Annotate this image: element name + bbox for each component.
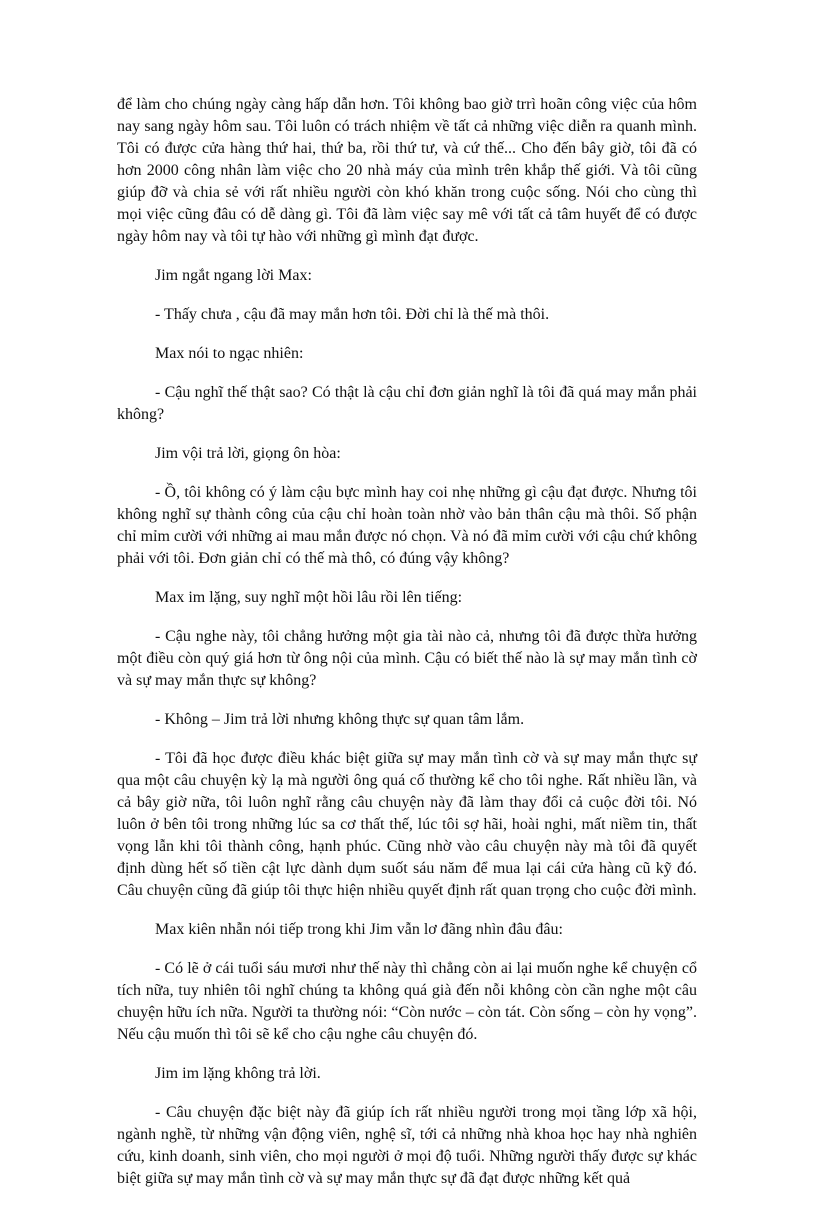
dialogue-line: - Ồ, tôi không có ý làm cậu bực mình hay coi nhẹ những gì cậu đạt được. Nhưng tôi không nghĩ sự thành công của cậu chỉ hoàn toàn nhờ vào bản thân cậu mà thôi. Số phận chỉ mỉm cười với những ai mau mắn được nó chọn. Và nó đã mỉm cười với cậu chứ không phải với tôi. Đơn giản chỉ có thế mà thô, có đúng vậy không? <box>117 484 697 567</box>
dialogue-line: - Câu chuyện đặc biệt này đã giúp ích rất nhiều người trong mọi tầng lớp xã hội, ngành nghề, từ những vận động viên, nghệ sĩ, tới cả những nhà khoa học hay nhà nghiên cứu, kinh doanh, sinh viên, cho mọi người ở mọi độ tuổi. Những người thấy được sự khác biệt giữa sự may mắn tình cờ và sự may mắn thực sự đã đạt được những kết quả <box>117 1104 697 1187</box>
dialogue-line: - Tôi đã học được điều khác biệt giữa sự may mắn tình cờ và sự may mắn thực sự qua một câu chuyện kỳ lạ mà người ông quá cố thường kể cho tôi nghe. Rất nhiều lần, và cả bây giờ nữa, tôi luôn nghĩ rằng câu chuyện này đã làm thay đổi cả cuộc đời tôi. Nó luôn ở bên tôi trong những lúc sa cơ thất thế, lúc tôi sợ hãi, hoài nghi, mất niềm tin, thất vọng lẫn khi tôi thành công, hạnh phúc. Cũng nhờ vào câu chuyện này mà tôi đã quyết định dùng hết số tiền cật lực dành dụm suốt sáu năm để mua lại cái cửa hàng cũ kỹ đó. Câu chuyện cũng đã giúp tôi thực hiện nhiều quyết định rất quan trọng cho cuộc đời mình. <box>117 750 697 899</box>
dialogue-line: - Cậu nghĩ thế thật sao? Có thật là cậu chỉ đơn giản nghĩ là tôi đã quá may mắn phải không? <box>117 384 697 423</box>
paragraph: Jim ngắt ngang lời Max: <box>155 267 312 284</box>
page-body <box>117 94 697 1207</box>
dialogue-line: - Thấy chưa , cậu đã may mắn hơn tôi. Đời chỉ là thế mà thôi. <box>155 306 550 323</box>
paragraph: Jim vội trả lời, giọng ôn hòa: <box>155 445 341 462</box>
paragraph: Max kiên nhẫn nói tiếp trong khi Jim vẫn lơ đãng nhìn đâu đâu: <box>155 921 563 938</box>
paragraph: Max im lặng, suy nghĩ một hồi lâu rồi lên tiếng: <box>155 589 463 606</box>
dialogue-line: - Không – Jim trả lời nhưng không thực sự quan tâm lắm. <box>155 711 525 728</box>
paragraph: Jim im lặng không trả lời. <box>155 1065 321 1082</box>
paragraph: để làm cho chúng ngày càng hấp dẫn hơn. Tôi không bao giờ trrì hoãn công việc của hôm nay sang ngày hôm sau. Tôi luôn có trách nhiệm về tất cả những việc diễn ra quanh mình. Tôi có được cửa hàng thứ hai, thứ ba, rồi thứ tư, và cứ thế... Cho đến bây giờ, tôi đã có hơn 2000 công nhân làm việc cho 20 nhà máy của mình trên khắp thế giới. Và tôi cũng giúp đỡ và chia sẻ với rất nhiều người còn khó khăn trong cuộc sống. Nói cho cùng thì mọi việc cũng đâu có dễ dàng gì. Tôi đã làm việc say mê với tất cả tâm huyết để có được ngày hôm nay và tôi tự hào với những gì mình đạt được. <box>117 96 697 245</box>
paragraph: Max nói to ngạc nhiên: <box>155 345 304 362</box>
dialogue-line: - Cậu nghe này, tôi chẳng hưởng một gia tài nào cả, nhưng tôi đã được thừa hưởng một điều còn quý giá hơn từ ông nội của mình. Cậu có biết thế nào là sự may mắn tình cờ và sự may mắn thực sự không? <box>117 628 697 689</box>
dialogue-line: - Có lẽ ở cái tuổi sáu mươi như thế này thì chẳng còn ai lại muốn nghe kể chuyện cổ tích nữa, tuy nhiên tôi nghĩ chúng ta không quá già đến nỗi không còn cần nghe một câu chuyện hữu ích nữa. Người ta thường nói: “Còn nước – còn tát. Còn sống – còn hy vọng”. Nếu cậu muốn thì tôi sẽ kể cho cậu nghe câu chuyện đó. <box>117 960 697 1043</box>
